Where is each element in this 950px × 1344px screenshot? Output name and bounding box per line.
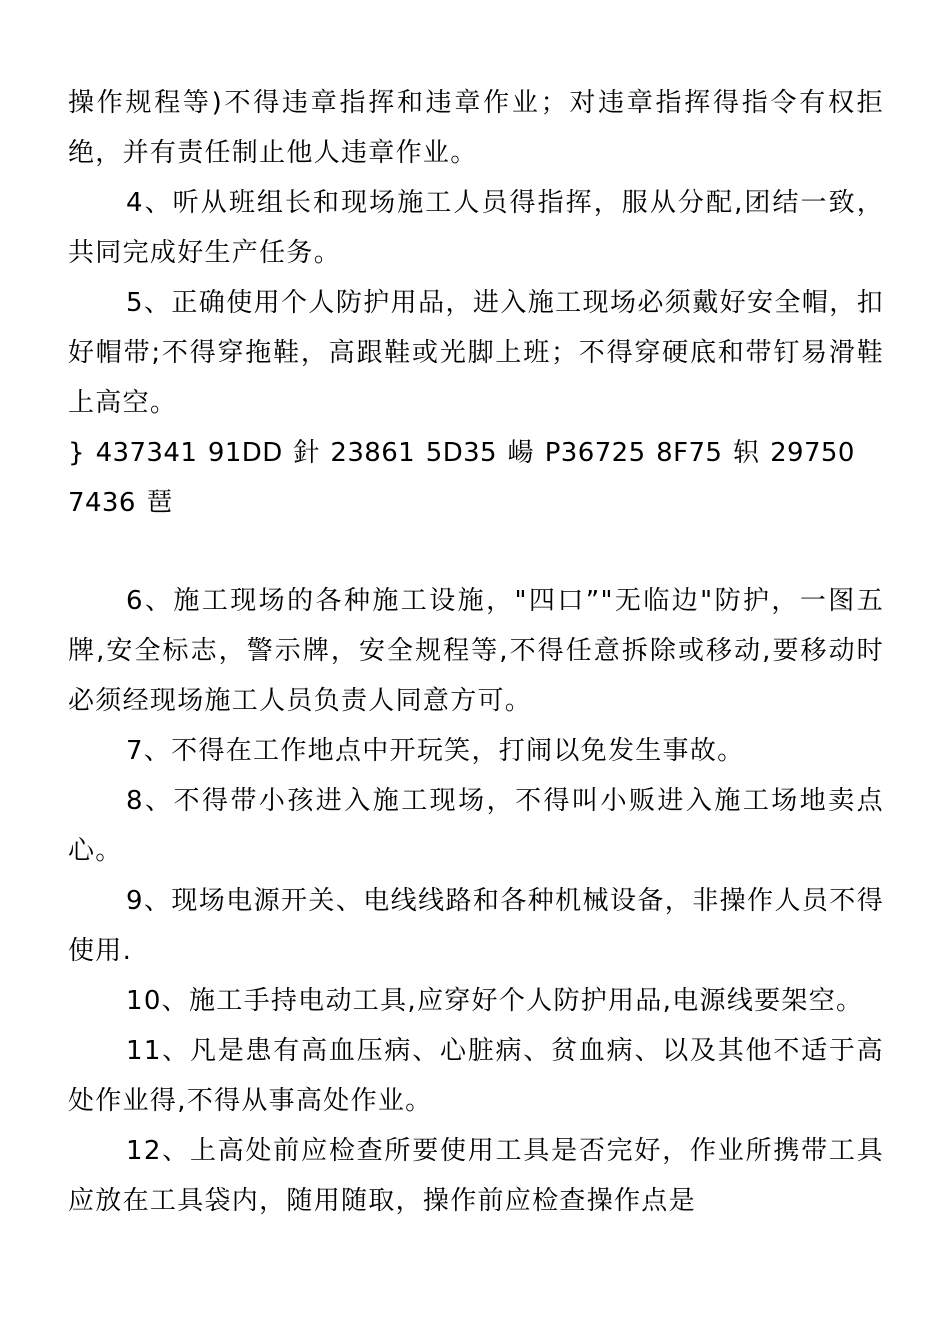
paragraph-item-10: 10、施工手持电动工具,应穿好个人防护用品,电源线要架空。 [126,986,864,1016]
paragraph-item-6: 6、施工现场的各种施工设施，"四口”"无临边"防护，一图五牌,安全标志，警示牌，安全规程等,不得任意拆除或移动,要移动时必须经现场施工人员负责人同意方可。 [68,586,884,716]
document-page [68,78,884,1226]
paragraph-continuation: 操作规程等)不得违章指挥和违章作业；对违章指挥得指令有权拒绝，并有责任制止他人违章作业。 [68,88,884,168]
paragraph-item-7: 7、不得在工作地点中开玩笑，打闹以免发生事故。 [126,736,745,766]
paragraph-item-5: 5、正确使用个人防护用品，进入施工现场必须戴好安全帽，扣好帽带;不得穿拖鞋，高跟鞋或光脚上班；不得穿硬底和带钉易滑鞋上高空。 [68,288,884,418]
blank-gap [68,528,884,576]
garbled-code-line: } 437341 91DD 針 23861 5D35 崵 P36725 8F75 轵 29750 7436 琶 [68,438,855,518]
paragraph-item-12: 12、上高处前应检查所要使用工具是否完好，作业所携带工具应放在工具袋内，随用随取，操作前应检查操作点是 [68,1136,884,1216]
paragraph-item-9: 9、现场电源开关、电线线路和各种机械设备，非操作人员不得使用. [68,886,884,966]
paragraph-item-4: 4、听从班组长和现场施工人员得指挥，服从分配,团结一致，共同完成好生产任务。 [68,188,884,268]
paragraph-item-8: 8、不得带小孩进入施工现场，不得叫小贩进入施工场地卖点心。 [68,786,884,866]
paragraph-item-11: 11、凡是患有高血压病、心脏病、贫血病、以及其他不适于高处作业得,不得从事高处作业。 [68,1036,884,1116]
